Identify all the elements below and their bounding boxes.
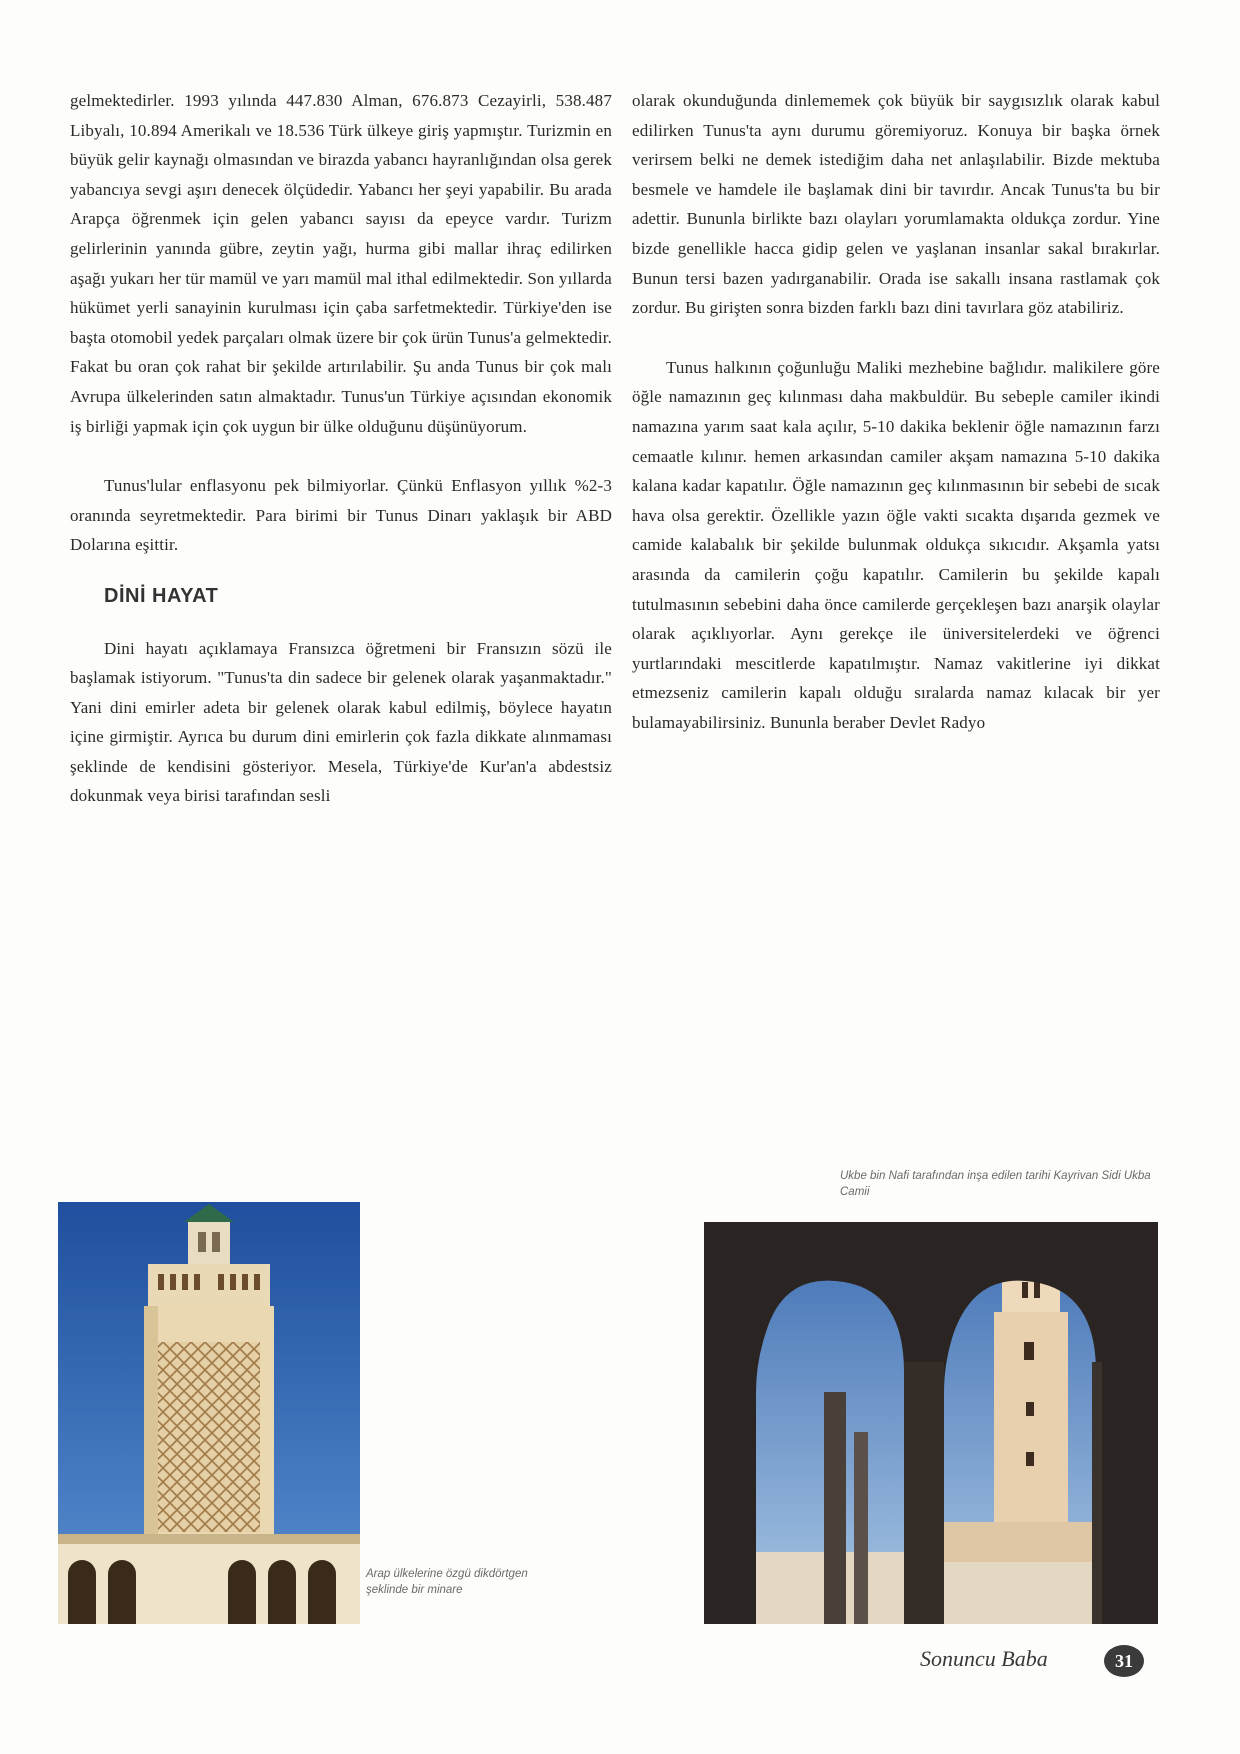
paragraph: gelmektedirler. 1993 yılında 447.830 Alman, 676.873 Cezayirli, 538.487 Libyalı, 10.894 Amerikalı ve 18.536 Türk ülkeye giriş yapmıştır. Turizmin en büyük gelir kaynağı olmasından ve birazda yabancı hayranlığından olsa gerek yabancıya sevgi aşırı denecek ölçüdedir. Yabancı her şeyi yapabilir. Bu arada Arapça öğrenmek için gelen yabancı sayısı da epeyce vardır. Turizm gelirlerinin yanında gübre, zeytin yağı, hurma gibi mallar ihraç edilirken aşağı yukarı her tür mamül ve yarı mamül mal ithal edilmektedir. Son yıllarda hükümet yerli sanayinin kurulması için çaba sarfetmektedir. Türkiye'den ise başta otomobil yedek parçaları olmak üzere bir çok ürün Tunus'a gelmektedir. Fakat bu oran çok rahat bir şekilde artırılabilir. Şu anda Tunus bir çok malı Avrupa ülkelerinden satın almaktadır. Tunus'un Türkiye açısından ekonomik iş birliği yapmak için çok uygun bir ülke olduğunu düşünüyorum. [70,91,612,436]
page-number-badge: 31 [1104,1645,1144,1677]
section-heading: DİNİ HAYAT [104,584,219,607]
paragraph: olarak okunduğunda dinlememek çok büyük bir saygısızlık olarak kabul edilirken Tunus'ta aynı durumu göremiyoruz. Konuya bir başka örnek verirsem belki ne demek istediğim daha net anlaşılabilir. Bizde mektuba besmele ve hamdele ile başlamak dini bir tavırdır. Ancak Tunus'ta bu bir adettir. Bununla birlikte bazı olayları yorumlamakta oldukça zordur. Yine bizde genellikle hacca gidip gelen ve yaşlanan insanlar sakal bırakırlar. Bunun tersi bazen yadırganabilir. Orada ise sakallı insana rastlamak çok zordur. Bu girişten sonra bizden farklı bazı dini tavırlara göz atabiliriz. [632,91,1160,318]
minaret-photo [58,1202,360,1624]
paragraph: Dini hayatı açıklamaya Fransızca öğretmeni bir Fransızın sözü ile başlamak istiyorum. "Tunus'ta din sadece bir gelenek olarak yaşanmaktadır." Yani dini emirler adeta bir gelenek olarak kabul edilmiş, böylece hayatın içine girmiştir. Ayrıca bu durum dini emirlerin çok fazla dikkate alınmaması şeklinde de kendisini gösteriyor. Mesela, Türkiye'de Kur'an'a abdestsiz dokunmak veya birisi tarafından sesli [70,638,612,806]
right-photo-caption: Ukbe bin Nafi tarafından inşa edilen tarihi Kayrivan Sidi Ukba Camii [840,1170,1151,1198]
left-column [70,86,612,811]
magazine-title: Sonuncu Baba [920,1646,1048,1671]
mosque-arch-photo [704,1222,1158,1624]
left-photo-caption: Arap ülkelerine özgü dikdörtgen şeklinde bir minare [366,1568,528,1596]
paragraph: Tunus'lular enflasyonu pek bilmiyorlar. Çünkü Enflasyon yıllık %2-3 oranında seyretmektedir. Para birimi bir Tunus Dinarı yaklaşık bir ABD Dolarına eşittir. [70,476,612,555]
right-column [632,86,1160,737]
paragraph: Tunus halkının çoğunluğu Maliki mezhebine bağlıdır. malikilere göre öğle namazının geç kılınması daha makbuldür. Bu sebeple camiler ikindi namazına yarım saat kala açılır, 5-10 dakika beklenir öğle namazının farzı cemaatle kılınır. hemen arkasından camiler akşam namazına 5-10 dakika kalana kadar kapatılır. Öğle namazının geç kılınmasının bir sebebi de sıcak hava olsa gerektir. Özellikle yazın öğle vakti sıcakta dışarıda gezmek ve camide kalabalık bir şekilde bulunmak oldukça sıkıcıdır. Akşamla yatsı arasında da camilerin çoğu kapatılır. Camilerin bu şekilde kapalı tutulmasının sebebini daha önce camilerde gerçekleşen bazı anarşik olaylar olarak açıklıyorlar. Aynı gerekçe ile üniversitelerdeki ve öğrenci yurtlarındaki mescitlerde kapatılmıştır. Namaz vakitlerine iyi dikkat etmezseniz camilerin kapalı olduğu sıralarda namaz kılacak bir yer bulamayabilirsiniz. Bununla beraber Devlet Radyo [632,357,1160,732]
